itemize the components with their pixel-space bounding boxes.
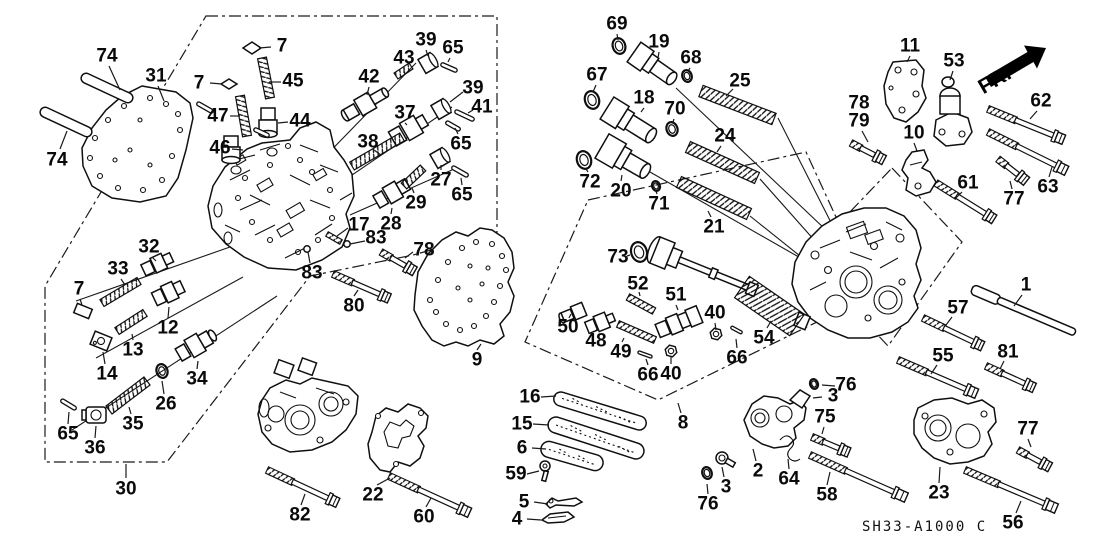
servo-body [258, 358, 358, 452]
part-label-40: 40 [704, 302, 726, 324]
part-label-54: 54 [753, 327, 775, 349]
callout-leader-line [527, 519, 541, 520]
check-ball-83-right [344, 241, 350, 247]
part-label-37: 37 [394, 102, 416, 124]
callout-leader-line [405, 252, 413, 258]
part-label-49: 49 [610, 341, 632, 363]
part-label-78: 78 [848, 92, 870, 114]
flange-bolt [963, 464, 1059, 514]
part-label-18: 18 [633, 87, 655, 109]
roll-pin [730, 326, 742, 335]
part-label-39: 39 [415, 29, 437, 51]
roll-pin [451, 165, 469, 177]
callout-leader-line [676, 305, 678, 310]
coil-spring [686, 142, 760, 184]
callout-leader-line [95, 426, 96, 438]
part-label-79: 79 [848, 110, 870, 132]
part-label-20: 20 [610, 180, 632, 202]
part-label-35: 35 [122, 413, 144, 435]
callout-leader-line [162, 381, 164, 394]
part-label-61: 61 [957, 172, 979, 194]
flange-bolt [994, 154, 1030, 186]
nut-36 [82, 407, 106, 423]
coil-spring [100, 278, 141, 307]
callout-leader-line [68, 412, 69, 424]
part-label-77: 77 [1017, 418, 1039, 440]
callout-leader-line [658, 52, 659, 58]
part-label-62: 62 [1030, 90, 1052, 112]
secondary-valve-body [792, 208, 921, 338]
part-label-10: 10 [903, 122, 925, 144]
coil-spring [115, 310, 147, 335]
callout-leader-line [822, 427, 824, 434]
o-ring [611, 36, 628, 55]
part-label-52: 52 [627, 273, 649, 295]
part-label-8: 8 [677, 412, 689, 434]
callout-leader-line [717, 146, 721, 152]
valve-12 [151, 278, 187, 307]
part-label-42: 42 [358, 66, 380, 88]
part-label-64: 64 [778, 468, 800, 490]
seat-7-left [74, 303, 93, 318]
callout-leader-line [862, 131, 868, 142]
part-label-2: 2 [752, 460, 764, 482]
part-label-40: 40 [660, 363, 682, 385]
part-label-74: 74 [46, 149, 68, 171]
callout-leader-line [450, 92, 463, 102]
part-label-47: 47 [207, 105, 229, 127]
part-label-4: 4 [511, 508, 523, 530]
valve-51 [654, 306, 702, 340]
part-label-5: 5 [518, 491, 530, 513]
part-label-16: 16 [519, 386, 541, 408]
callout-leader-line [707, 484, 708, 494]
part-label-31: 31 [145, 65, 167, 87]
part-label-48: 48 [585, 330, 607, 352]
bracket-11 [884, 60, 926, 122]
part-label-15: 15 [511, 413, 533, 435]
part-label-6: 6 [516, 437, 528, 459]
callout-leader-line [1028, 439, 1031, 447]
part-label-60: 60 [413, 506, 435, 528]
check-ball-83-left [304, 246, 310, 252]
part-label-11: 11 [899, 35, 921, 57]
part-label-41: 41 [471, 96, 493, 118]
part-label-3: 3 [720, 476, 732, 498]
part-label-51: 51 [665, 284, 687, 306]
part-label-74: 74 [96, 45, 118, 67]
flange-bolt [1015, 445, 1053, 473]
callout-leader-line [1049, 167, 1052, 177]
part-label-73: 73 [607, 246, 629, 268]
callout-leader-line [939, 467, 940, 483]
part-label-69: 69 [606, 13, 628, 35]
screw-59 [540, 461, 550, 481]
ball-valve-3 [716, 452, 735, 467]
part-label-66: 66 [726, 347, 748, 369]
part-label-59: 59 [505, 463, 527, 485]
part-label-14: 14 [96, 363, 118, 385]
seat-7-top [243, 42, 261, 54]
accumulator-body-2 [744, 390, 810, 448]
part-label-23: 23 [928, 482, 950, 504]
roll-pin [445, 120, 461, 131]
part-label-43: 43 [393, 47, 415, 69]
callout-leader-line [60, 131, 67, 149]
part-label-75: 75 [814, 406, 836, 428]
part-label-24: 24 [714, 125, 736, 147]
coil-spring [401, 165, 426, 189]
callout-leader-line [1030, 111, 1037, 119]
part-label-33: 33 [107, 258, 129, 280]
callout-leader-line [168, 307, 169, 318]
callout-leader-line [210, 83, 222, 84]
callout-leader-line [278, 122, 288, 123]
hex-plug [665, 345, 677, 357]
part-label-28: 28 [380, 213, 402, 235]
o-ring [628, 240, 649, 264]
part-label-29: 29 [405, 192, 427, 214]
part-label-45: 45 [282, 70, 304, 92]
part-label-7: 7 [73, 278, 85, 300]
callout-leader-line [813, 397, 822, 398]
part-label-58: 58 [816, 484, 838, 506]
roll-pin [60, 398, 77, 410]
part-label-78: 78 [413, 239, 435, 261]
part-label-12: 12 [157, 317, 179, 339]
part-label-76: 76 [697, 493, 719, 515]
callout-leader-line [914, 143, 917, 151]
lockup-solenoid-53 [934, 77, 972, 146]
o-ring [665, 121, 680, 138]
part-label-82: 82 [289, 504, 311, 526]
o-ring [575, 149, 594, 170]
plate-4 [542, 512, 574, 523]
flange-bolt [984, 361, 1037, 394]
callout-leader-line [527, 471, 539, 474]
part-label-65: 65 [442, 37, 464, 59]
part-label-25: 25 [729, 70, 751, 92]
part-label-66: 66 [637, 364, 659, 386]
valve-cap [418, 52, 440, 74]
part-label-81: 81 [997, 341, 1019, 363]
accumulator-cover-23 [914, 398, 996, 464]
coil-spring [677, 177, 752, 220]
part-label-65: 65 [450, 133, 472, 155]
callout-leader-line [722, 467, 724, 477]
seat-7-mid [221, 79, 237, 89]
part-label-36: 36 [84, 437, 106, 459]
part-label-70: 70 [664, 98, 686, 120]
callout-leader-line [827, 472, 830, 485]
part-label-65: 65 [57, 423, 79, 445]
seat-14 [90, 331, 112, 351]
valve-cap [431, 98, 453, 120]
part-label-71: 71 [648, 193, 670, 215]
part-label-56: 56 [1002, 512, 1024, 534]
part-label-34: 34 [186, 368, 208, 390]
valve-42 [338, 83, 392, 124]
part-label-46: 46 [209, 137, 231, 159]
diagram-code: SH33-A1000 C [862, 519, 988, 535]
part-label-65: 65 [451, 184, 473, 206]
callout-leader-line [534, 502, 548, 504]
part-label-7: 7 [193, 72, 205, 94]
part-label-21: 21 [703, 216, 725, 238]
callout-leader-line [753, 449, 756, 461]
part-label-80: 80 [343, 295, 365, 317]
flange-bolt [378, 247, 418, 277]
part-label-38: 38 [357, 131, 379, 153]
bracket-10 [902, 150, 936, 196]
o-ring [583, 89, 602, 110]
part-label-53: 53 [943, 50, 965, 72]
callout-leader-line [533, 424, 549, 425]
part-label-72: 72 [579, 171, 601, 193]
callout-leader-line [678, 403, 681, 413]
part-label-7: 7 [276, 35, 288, 57]
part-label-68: 68 [680, 47, 702, 69]
part-label-9: 9 [471, 349, 483, 371]
part-label-77: 77 [1003, 188, 1025, 210]
callout-leader-line [301, 494, 305, 505]
o-ring [701, 466, 714, 480]
callout-leader-line [593, 85, 596, 92]
valve-34 [174, 325, 220, 363]
part-label-17: 17 [348, 214, 370, 236]
part-label-39: 39 [462, 77, 484, 99]
callout-leader-line [788, 459, 789, 469]
part-label-63: 63 [1037, 176, 1059, 198]
part-label-1: 1 [1020, 274, 1032, 296]
part-label-22: 22 [362, 484, 384, 506]
part-label-76: 76 [835, 374, 857, 396]
part-label-26: 26 [155, 393, 177, 415]
o-ring [651, 180, 662, 192]
part-label-30: 30 [115, 478, 137, 500]
part-label-44: 44 [289, 110, 311, 132]
part-label-27: 27 [430, 169, 452, 191]
coil-spring [258, 57, 275, 99]
callout-leader-line [1016, 501, 1021, 513]
stopper-plate-5 [546, 498, 582, 508]
part-label-55: 55 [932, 345, 954, 367]
coil-spring [626, 294, 655, 314]
roll-pin [637, 351, 652, 359]
part-label-67: 67 [586, 64, 608, 86]
o-ring [681, 69, 694, 83]
part-label-3: 3 [827, 385, 839, 407]
part-label-83: 83 [365, 227, 387, 249]
o-ring [809, 378, 820, 390]
part-label-13: 13 [122, 339, 144, 361]
dowel-rod-74-upper [80, 72, 135, 105]
roll-pin [440, 62, 458, 73]
part-label-50: 50 [557, 316, 579, 338]
part-label-19: 19 [648, 31, 670, 53]
separator-plate-31 [82, 86, 193, 202]
gasket-22 [368, 404, 428, 472]
callout-leader-line [641, 108, 644, 112]
fr-direction-label: FR. [974, 61, 1016, 99]
part-label-83: 83 [301, 262, 323, 284]
part-label-57: 57 [947, 297, 969, 319]
part-label-32: 32 [138, 236, 160, 258]
callout-leader-line [350, 241, 365, 244]
callout-leader-line [448, 58, 450, 62]
